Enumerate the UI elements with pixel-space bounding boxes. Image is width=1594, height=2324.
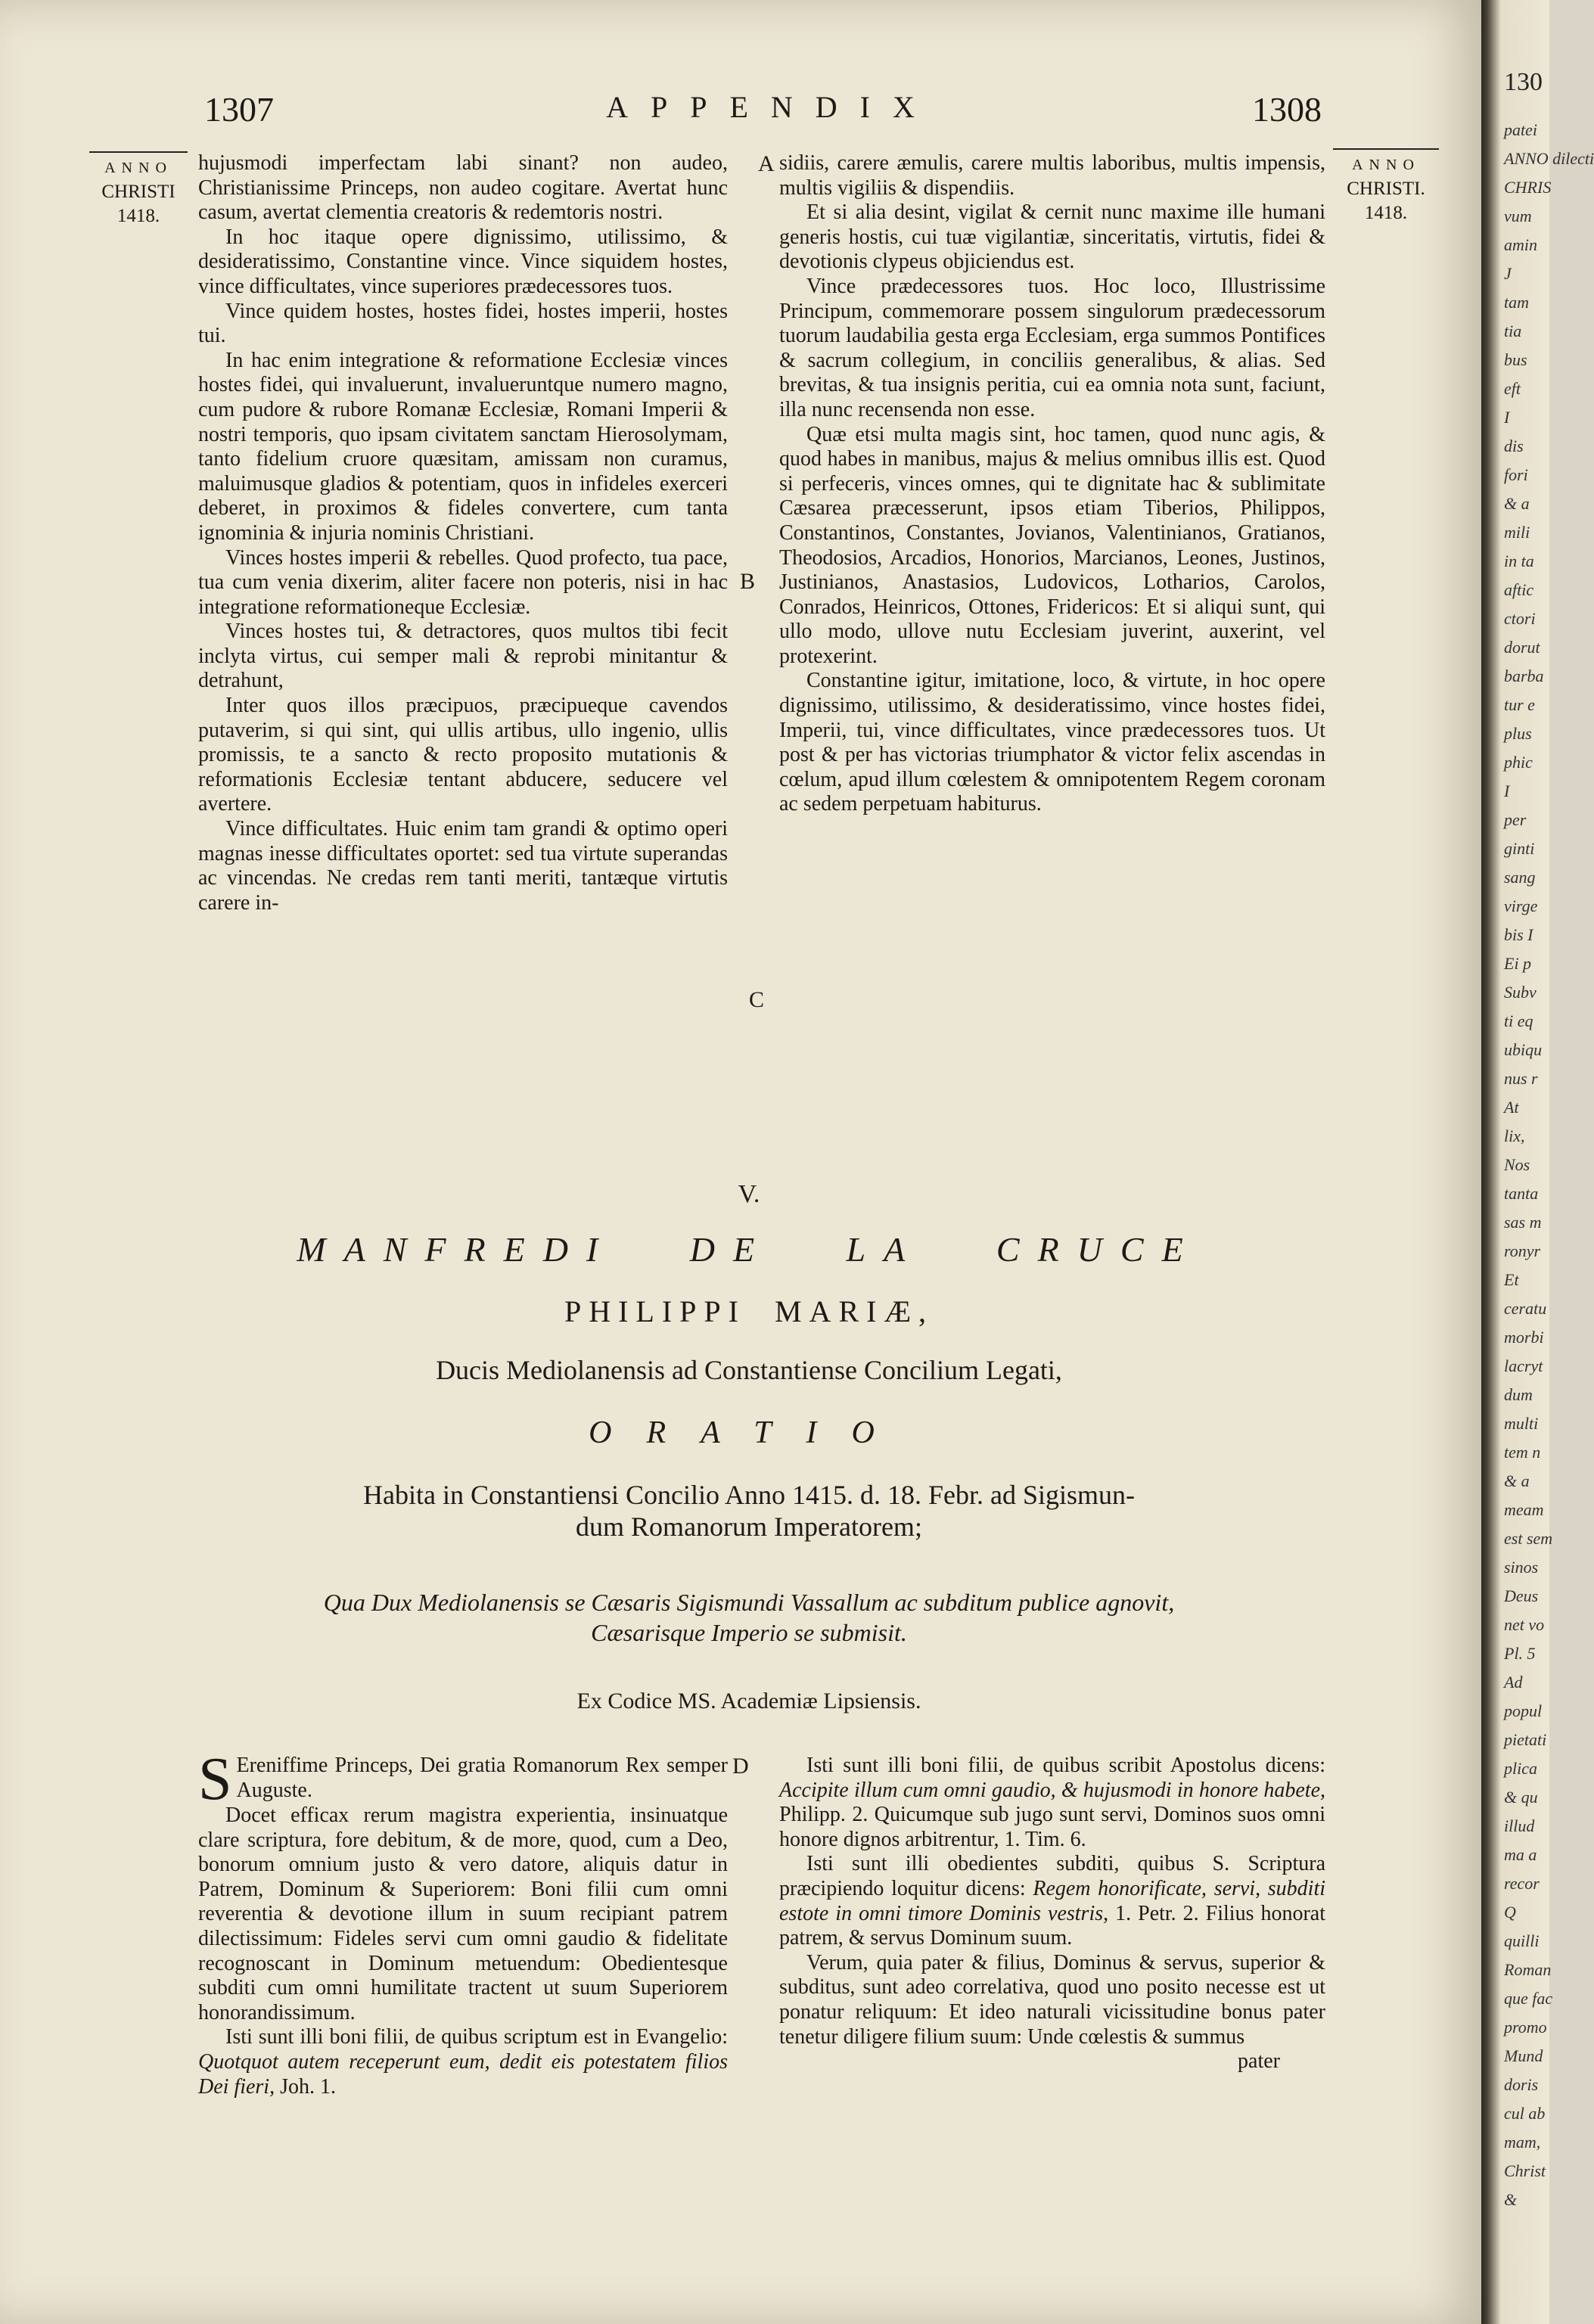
adjacent-page-fragment: tam (1504, 293, 1529, 312)
margin-rule (1333, 148, 1439, 150)
adjacent-page-fragment: plus (1504, 724, 1532, 743)
page-number-left: 1307 (204, 90, 274, 129)
adjacent-page-fragment: I (1504, 781, 1510, 800)
adjacent-page-fragment: phic (1504, 753, 1533, 772)
margin-christi: CHRISTI (101, 182, 176, 202)
oration-title: ORATIO (589, 1415, 909, 1450)
margin-anno: ANNO (1352, 157, 1420, 173)
text-run: Philipp. 2. Quicumque sub jugo sunt servi, Dominos suos omni honore dignos arbitrentur, 1. Tim. 6. (779, 1803, 1325, 1851)
margin-christi: CHRISTI. (1347, 179, 1425, 199)
adjacent-page-fragment: Et (1504, 1270, 1519, 1289)
adjacent-page-fragment: dorut (1504, 638, 1540, 657)
adjacent-page-fragment: virge (1504, 896, 1538, 915)
adjacent-page-fragment: tanta (1504, 1184, 1539, 1203)
adjacent-page-fragment: Ei p (1504, 954, 1532, 973)
adjacent-page-fragment: Nos (1504, 1155, 1530, 1174)
section-number: V. (738, 1180, 760, 1208)
paragraph (198, 1746, 728, 1813)
scripture-quote: Regem honorificate, servi, subditi estote in omni timore Dominis vestris, (779, 1876, 1325, 1925)
adjacent-page-fragment: dum (1504, 1385, 1533, 1404)
adjacent-page-fragment: Roman (1504, 1960, 1552, 1979)
column-left-top (198, 151, 728, 915)
adjacent-page-edge (1481, 0, 1594, 2324)
adjacent-page-fragment: Pl. 5 (1504, 1644, 1536, 1663)
adjacent-page-fragment: fori (1504, 465, 1528, 484)
section-letter-d: D (732, 1754, 749, 1779)
column-left-bottom (198, 1746, 728, 2099)
margin-anno: ANNO (104, 160, 172, 176)
adjacent-page-fragment: ceratu (1504, 1299, 1547, 1318)
adjacent-page-fragment: cul ab (1504, 2104, 1546, 2123)
paragraph (198, 2025, 728, 2099)
margin-year: 1418. (117, 206, 160, 226)
occasion-line: Habita in Constantiensi Concilio Anno 1415. d. 18. Febr. ad Sigismun- (363, 1480, 1135, 1510)
adjacent-page-fragment: popul (1504, 1701, 1543, 1720)
paragraph: Docet efficax rerum magistra experientia, insinuatque clare scriptura, fore debitum, & de more, quod, cum a Deo, bonorum omnium justo & vero datore, aliquis datur in Patrem, Dominum & Superiorem: Boni filii cum omni reverentia & devotione illum in suum recipiant patrem dilectissimum: Fideles servi cum omni gaudio & fidelitate recognoscant in Dominum metuendum: Obedientesque subditi cum omni humilitate tractent ut suum Superiorem honorandissimum. (198, 1804, 728, 2024)
adjacent-page-fragment: & qu (1504, 1788, 1538, 1807)
adjacent-page-fragment: sas m (1504, 1213, 1542, 1232)
adjacent-page-fragment: bus (1504, 350, 1527, 369)
column-right-bottom (779, 1754, 1325, 2074)
adjacent-page-fragment: ronyr (1504, 1241, 1541, 1260)
adjacent-page-fragment: net vo (1504, 1615, 1545, 1634)
paragraph: Vince prædecessores tuos. Hoc loco, Illustrissime Principum, commemorare possem singulorum prædecessorum tuorum laudabilia gesta erga Ecclesiam, erga summos Pontifices & sacrum collegium, in conciliis generalibus, & alias. Sed brevitas, & tua insignis peritia, cui ea omnia nota sunt, faciunt, illa nunc recensenda non esse. (779, 274, 1325, 421)
section-letter-a: A (758, 151, 775, 176)
adjacent-page-fragment: est sem (1504, 1529, 1553, 1548)
adjacent-page-fragment: que fac (1504, 1989, 1553, 2008)
adjacent-page-number: 130 (1504, 68, 1543, 96)
adjacent-page-fragment: mam, (1504, 2133, 1541, 2152)
adjacent-page-fragment: plica (1504, 1759, 1537, 1778)
adjacent-page-fragment: Subv (1504, 983, 1537, 1002)
scripture-reference: Joh. 1. (280, 2074, 336, 2099)
adjacent-page-fragment: meam (1504, 1500, 1544, 1519)
section-letter-b: B (740, 569, 756, 594)
oration-summary (174, 1587, 1324, 1648)
paragraph: In hoc itaque opere dignissimo, utilissimo, & desideratissimo, Constantine vince. Vince siquidem hostes, vince difficultates, vince superiores prædecessores tuos. (198, 225, 728, 298)
paragraph: In hac enim integratione & reformatione Ecclesiæ vinces hostes fidei, qui invaluerunt, invalueruntque numero magno, cum pudore & rubore Romanæ Ecclesiæ, Romani Imperii & nostri temporis, quo ipsam civitatem sanctam Hierosolymam, tanto fidelium cruore quæsitam, amissam non curamus, maluimusque gladios & potentiam, quos in infideles exerceri deberet, in proximos & fideles convertere, cum tanta ignominia & injuria nominis Christiani. (198, 348, 728, 545)
paragraph: Vinces hostes imperii & rebelles. Quod profecto, tua pace, tua cum venia dixerim, aliter facere non poteris, nisi in hac integratione reformationeque Ecclesiæ. (198, 545, 728, 619)
adjacent-page-fragment: eft (1504, 379, 1521, 398)
adjacent-page-fragment: sinos (1504, 1558, 1539, 1577)
paragraph: Verum, quia pater & filius, Dominus & servus, superior & subditus, sunt adeo correlativa, quod uno posito necesse est ut ponatur reliquum: Et ideo naturali vicissitudine bonus pater tenetur diligere filium suum: Unde cœlestis & summus (779, 1950, 1325, 2049)
adjacent-page-fragment: sang (1504, 868, 1536, 887)
adjacent-page-fragment: lacryt (1504, 1356, 1543, 1375)
paragraph: Constantine igitur, imitatione, loco, & virtute, in hoc opere dignissimo, utilissimo, & desideratissimo, vince hostes fidei, Imperii, tui, vince difficultates, vince prædecessores tuos. Ut post & per has victorias triumphator & victor felix ascendas in cœlum, apud illum cœlestem & omnipotentem Regem coronam ac sedem perpetuam habiturus. (779, 669, 1325, 816)
text-run: Isti sunt illi boni filii, de quibus scribit Apostolus dicens: (806, 1754, 1325, 1777)
adjacent-page-fragment: quilli (1504, 1931, 1540, 1950)
margin-year: 1418. (1364, 203, 1408, 223)
scripture-quote: Quotquot autem receperunt eum, dedit eis potestatem filios Dei fieri, (198, 2049, 728, 2099)
paragraph (779, 1754, 1325, 1852)
paragraph: Vince quidem hostes, hostes fidei, hostes imperii, hostes tui. (198, 299, 728, 348)
running-title: APPENDIX (606, 90, 937, 124)
adjacent-page-fragment: nus r (1504, 1069, 1538, 1088)
adjacent-page-fragment: mili (1504, 523, 1530, 542)
adjacent-page-fragment: CHRIS (1504, 178, 1552, 197)
adjacent-page-fragment: Christ (1504, 2161, 1546, 2180)
paragraph: Vinces hostes tui, & detractores, quos multos tibi fecit inclyta virtus, cui semper mali & reprobi minitantur & detrahunt, (198, 620, 728, 693)
adjacent-page-fragment: ANNO dilecti (1504, 149, 1594, 168)
adjacent-page-fragment: I (1504, 408, 1510, 427)
adjacent-page-fragment: & a (1504, 494, 1530, 513)
drop-cap: S (198, 1746, 232, 1813)
scripture-quote: Accipite illum cum omni gaudio, & hujusmodi in honore habete, (779, 1778, 1325, 1802)
margin-rule (89, 151, 188, 153)
adjacent-page-fragment: doris (1504, 2075, 1539, 2094)
adjacent-page-fragment: Ad (1504, 1673, 1523, 1692)
margin-note-left (89, 151, 188, 228)
oration-source: Ex Codice MS. Academiæ Lipsiensis. (576, 1689, 921, 1713)
adjacent-page-fragment: & a (1504, 1471, 1530, 1490)
adjacent-page-fragment: & (1504, 2190, 1518, 2209)
margin-note-right (1333, 148, 1439, 225)
oration-role: Ducis Mediolanensis ad Constantiense Concilium Legati, (436, 1355, 1062, 1385)
adjacent-page-fragment: amin (1504, 235, 1537, 254)
opening-address: Ereniffime Princeps, Dei gratia Romanorum Rex semper Auguste. (236, 1754, 728, 1802)
oration-subject: PHILIPPI MARIÆ, (564, 1294, 934, 1328)
paragraph: Inter quos illos præcipuos, præcipueque cavendos putaverim, si qui sint, qui ullis artibus, ullo ingenio, ullis promissis, te a sancto & recto proposito mutationis & reformationis Ecclesiæ tentant abducere, seducere vel avertere. (198, 694, 728, 816)
catchword: pater (1238, 2049, 1280, 2074)
adjacent-page-fragment: ctori (1504, 609, 1536, 628)
adjacent-page-fragment: morbi (1504, 1328, 1544, 1347)
adjacent-page-fragment: ubiqu (1504, 1040, 1543, 1059)
adjacent-page-fragment: At (1504, 1098, 1519, 1117)
paragraph: sidiis, carere æmulis, carere multis laboribus, multis impensis, multis vigiliis & dispendiis. (779, 151, 1325, 200)
adjacent-page-fragment: ti eq (1504, 1011, 1533, 1030)
adjacent-page-fragment: tia (1504, 322, 1522, 340)
adjacent-page-fragment: pietati (1504, 1730, 1547, 1749)
page-number-right: 1308 (1252, 90, 1322, 129)
oration-occasion (174, 1479, 1324, 1543)
adjacent-page-fragment: barba (1504, 666, 1544, 685)
summary-line: Qua Dux Mediolanensis se Cæsaris Sigismundi Vassallum ac subditum publice agnovit, (323, 1589, 1175, 1616)
oration-author: MANFREDI DE LA CRUCE (297, 1230, 1201, 1269)
adjacent-page-fragment: Mund (1504, 2046, 1543, 2065)
adjacent-page-fragment: J (1504, 264, 1512, 283)
adjacent-page-fragment: aftic (1504, 580, 1534, 599)
column-right-top (779, 151, 1325, 817)
adjacent-page-fragment: in ta (1504, 551, 1534, 570)
paragraph: hujusmodi imperfectam labi sinant? non audeo, Christianissime Princeps, non audeo cogitare. Avertat hunc casum, avertat clementia creatoris & redemtoris nostri. (198, 151, 728, 225)
adjacent-page-fragment: patei (1504, 120, 1537, 139)
adjacent-page-fragment: illud (1504, 1816, 1535, 1835)
adjacent-page-fragment: bis I (1504, 925, 1533, 944)
adjacent-page-fragment: recor (1504, 1874, 1540, 1893)
adjacent-page-fragment: tur e (1504, 695, 1535, 714)
occasion-line: dum Romanorum Imperatorem; (576, 1512, 922, 1542)
adjacent-page-fragment: ginti (1504, 839, 1535, 858)
adjacent-page-fragment: tem n (1504, 1443, 1541, 1462)
adjacent-page-fragment: Q (1504, 1903, 1516, 1922)
paragraph: Quæ etsi multa magis sint, hoc tamen, quod nunc agis, & quod habes in manibus, majus & melius omnibus illis est. Quod si perfeceris, vinces omnes, qui te dignitate hac & sublimitate Cæsarea præcesserunt, ipsos etiam Tiberios, Philippos, Constantinos, Constantes, Jovianos, Valentinianos, Gratianos, Theodosios, Arcadios, Honorios, Marcianos, Leones, Justinos, Justinianos, Anastasios, Ludovicos, Lotharios, Carolos, Conrados, Heinricos, Ottones, Fridericos: Et si aliqui sunt, qui ullo modo, ullove nutu Ecclesiam juverint, auxerint, vel protexerint. (779, 422, 1325, 668)
adjacent-page-fragment: dis (1504, 437, 1524, 455)
adjacent-page-fragment: promo (1504, 2018, 1547, 2037)
text-run: Isti sunt illi boni filii, de quibus scriptum est in Evangelio: (225, 2025, 728, 2049)
adjacent-page-fragment: Deus (1504, 1586, 1539, 1605)
text-run: Isti sunt illi obedientes subditi, quibus S. Scriptura præcipiendo loquitur dicens: (779, 1852, 1325, 1900)
paragraph (779, 1852, 1325, 1950)
adjacent-page-fragment: vum (1504, 207, 1532, 225)
adjacent-page-fragment: ma a (1504, 1845, 1537, 1864)
text-run: 1. Petr. 2. Filius honorat patrem, & servus Dominum suum. (779, 1901, 1325, 1950)
paragraph: Et si alia desint, vigilat & cernit nunc maxime ille humani generis hostis, cui tuæ vigilantiæ, sinceritatis, virtutis, fidei & devotionis clypeus objiciendus est. (779, 200, 1325, 274)
adjacent-page-fragment: lix, (1504, 1126, 1525, 1145)
adjacent-page-fragment: per (1504, 810, 1527, 829)
summary-line: Cæsarisque Imperio se submisit. (591, 1619, 907, 1646)
section-letter-c: C (749, 987, 765, 1012)
adjacent-page-fragment: multi (1504, 1414, 1539, 1433)
paragraph: Vince difficultates. Huic enim tam grandi & optimo operi magnas inesse difficultates oportet: sed tua virtute superandas ac vincendas. Ne credas rem tanti meriti, tantæque virtutis carere in- (198, 817, 728, 915)
